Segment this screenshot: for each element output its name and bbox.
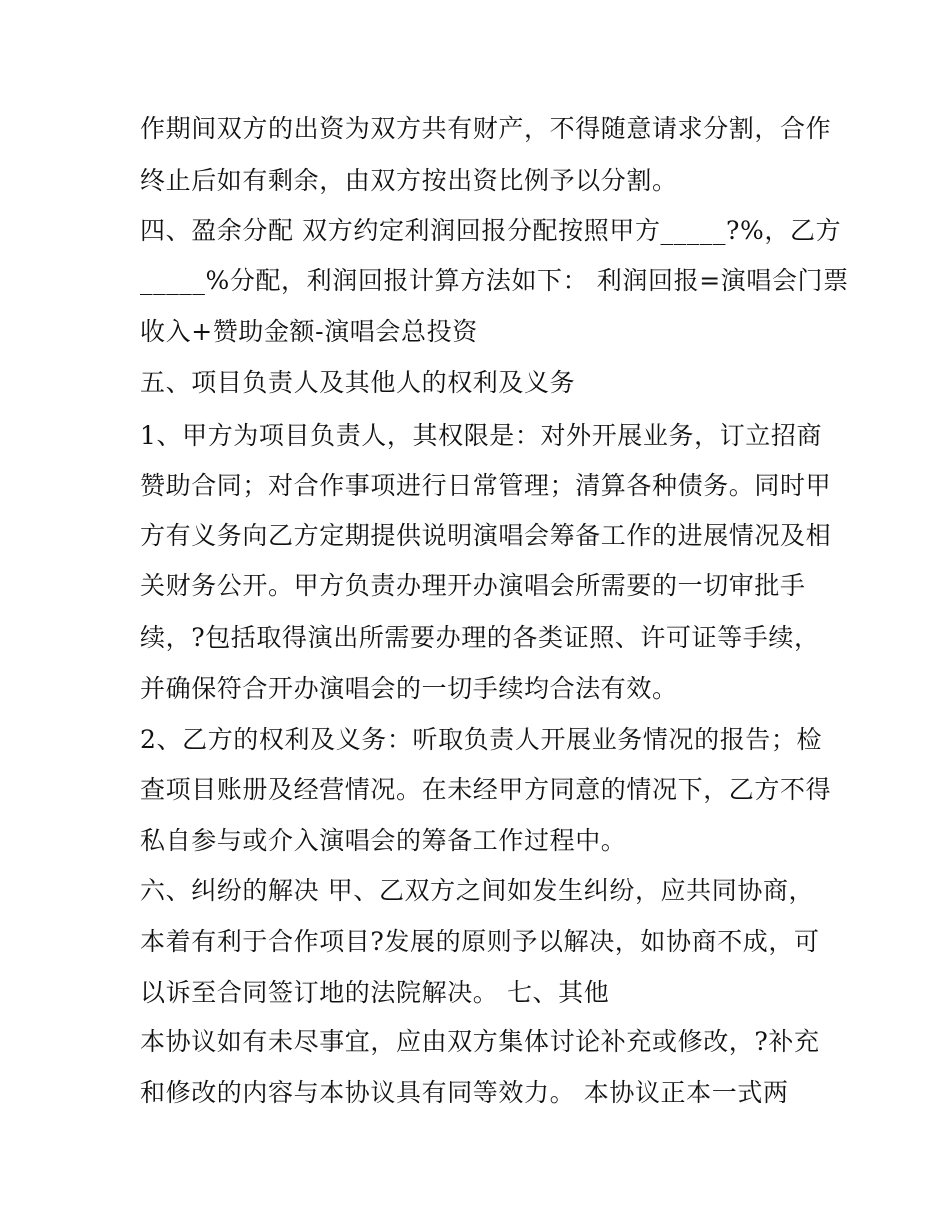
text-line: 终止后如有剩余，由双方按出资比例予以分割。 bbox=[140, 166, 678, 195]
text-line: 1、甲方为项目负责人，其权限是：对外开展业务，订立招商 bbox=[140, 421, 823, 450]
text-line: _____%分配，利润回报计算方法如下： 利润回报=演唱会门票 bbox=[140, 266, 849, 295]
text-line: 收入+赞助金额-演唱会总投资 bbox=[140, 317, 478, 346]
text-line: 2、乙方的权利及义务：听取负责人开展业务情况的报告；检 bbox=[140, 725, 823, 754]
text-line: 私自参与或介入演唱会的筹备工作过程中。 bbox=[140, 826, 627, 855]
text-line: 作期间双方的出资为双方共有财产，不得随意请求分割，合作 bbox=[140, 114, 832, 143]
text-line: 赞助合同；对合作事项进行日常管理；清算各种债务。同时甲 bbox=[140, 471, 832, 500]
text-line: 查项目账册及经营情况。在未经甲方同意的情况下，乙方不得 bbox=[140, 775, 832, 804]
text-line: 四、盈余分配 双方约定利润回报分配按照甲方_____?%，乙方 bbox=[140, 216, 842, 245]
text-line: 本协议如有未尽事宜，应由双方集体讨论补充或修改，?补充 bbox=[140, 1027, 820, 1056]
text-line: 六、纠纷的解决 甲、乙双方之间如发生纠纷，应共同协商， bbox=[140, 876, 815, 905]
text-line: 以诉至合同签订地的法院解决。 七、其他 bbox=[140, 978, 610, 1007]
section-heading: 五、项目负责人及其他人的权利及义务 bbox=[140, 368, 576, 397]
text-line: 续，?包括取得演出所需要办理的各类证照、许可证等手续， bbox=[140, 623, 820, 652]
text-line: 并确保符合开办演唱会的一切手续均合法有效。 bbox=[140, 674, 678, 703]
text-line: 关财务公开。甲方负责办理开办演唱会所需要的一切审批手 bbox=[140, 571, 806, 600]
text-line: 方有义务向乙方定期提供说明演唱会筹备工作的进展情况及相 bbox=[140, 521, 832, 550]
text-line: 本着有利于合作项目?发展的原则予以解决，如协商不成，可 bbox=[140, 927, 820, 956]
text-line: 和修改的内容与本协议具有同等效力。 本协议正本一式两 bbox=[140, 1078, 789, 1107]
